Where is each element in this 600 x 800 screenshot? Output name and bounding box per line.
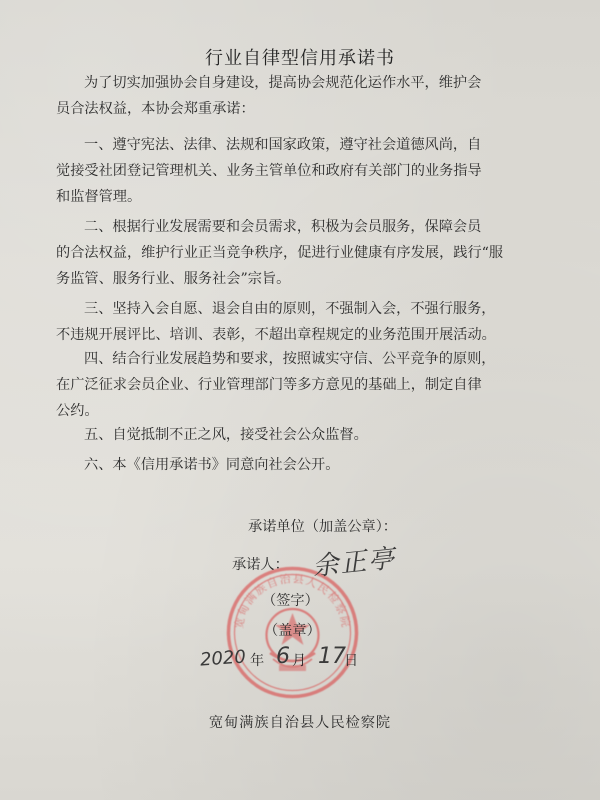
item-line: 觉接受社团登记管理机关、业务主管单位和政府有关部门的业务指导 [56, 163, 482, 179]
seal-label: （盖章） [264, 623, 321, 639]
seal-text: 宽甸满族自治县人民检察院 [232, 572, 353, 630]
item-line: 一、遵守宪法、法律、法规和国家政策，遵守社会道德风尚，自 [84, 137, 482, 153]
issuing-organization: 宽甸满族自治县人民检察院 [208, 715, 392, 731]
person-label: 承诺人： [232, 557, 289, 573]
commitment-item-2 [56, 214, 556, 292]
commitment-item-1 [56, 132, 556, 210]
intro-line: 为了切实加强协会自身建设，提高协会规范化运作水平，维护会 [84, 75, 482, 91]
date-month-handwritten: 6 [276, 644, 290, 669]
item-line: 在广泛征求会员企业、行业管理部门等多方意见的基础上，制定自律 [56, 377, 482, 393]
item-line: 和监督管理。 [56, 189, 142, 205]
commitment-item-5 [56, 422, 556, 448]
handwritten-signature: 余正亭 [310, 543, 398, 583]
item-line: 六、本《信用承诺书》同意向社会公开。 [84, 457, 340, 473]
unit-label: 承诺单位（加盖公章）： [248, 519, 397, 535]
item-line: 四、结合行业发展趋势和要求，按照诚实守信、公平竞争的原则， [84, 351, 496, 367]
commitment-item-3 [56, 296, 556, 348]
document-title: 行业自律型信用承诺书 [205, 48, 395, 69]
item-line: 三、坚持入会自愿、退会自由的原则，不强制入会，不强行服务， [84, 301, 496, 317]
sign-label: （签字） [262, 593, 319, 609]
intro-line: 员合法权益，本协会郑重承诺： [56, 101, 255, 117]
date-day-label: 日 [344, 653, 359, 669]
item-line: 公约。 [56, 403, 99, 419]
item-line: 不违规开展评比、培训、表彰，不超出章程规定的业务范围开展活动。 [56, 327, 496, 343]
item-line: 五、自觉抵制不正之风，接受社会公众监督。 [84, 427, 368, 443]
date-year-label: 年 [250, 653, 265, 669]
date-day-handwritten: 17 [318, 644, 346, 669]
item-line: 二、根据行业发展需要和会员需求，积极为会员服务，保障会员 [84, 219, 482, 235]
commitment-item-4 [56, 346, 556, 424]
date-year-handwritten: 2020 [199, 646, 247, 671]
item-line: 的合法权益，维护行业正当竞争秩序，促进行业健康有序发展，践行“服 [56, 245, 504, 261]
item-line: 务监管、服务行业、服务社会”宗旨。 [56, 271, 291, 287]
date-month-label: 月 [292, 653, 307, 669]
intro-paragraph [56, 70, 556, 122]
commitment-item-6 [56, 452, 556, 478]
